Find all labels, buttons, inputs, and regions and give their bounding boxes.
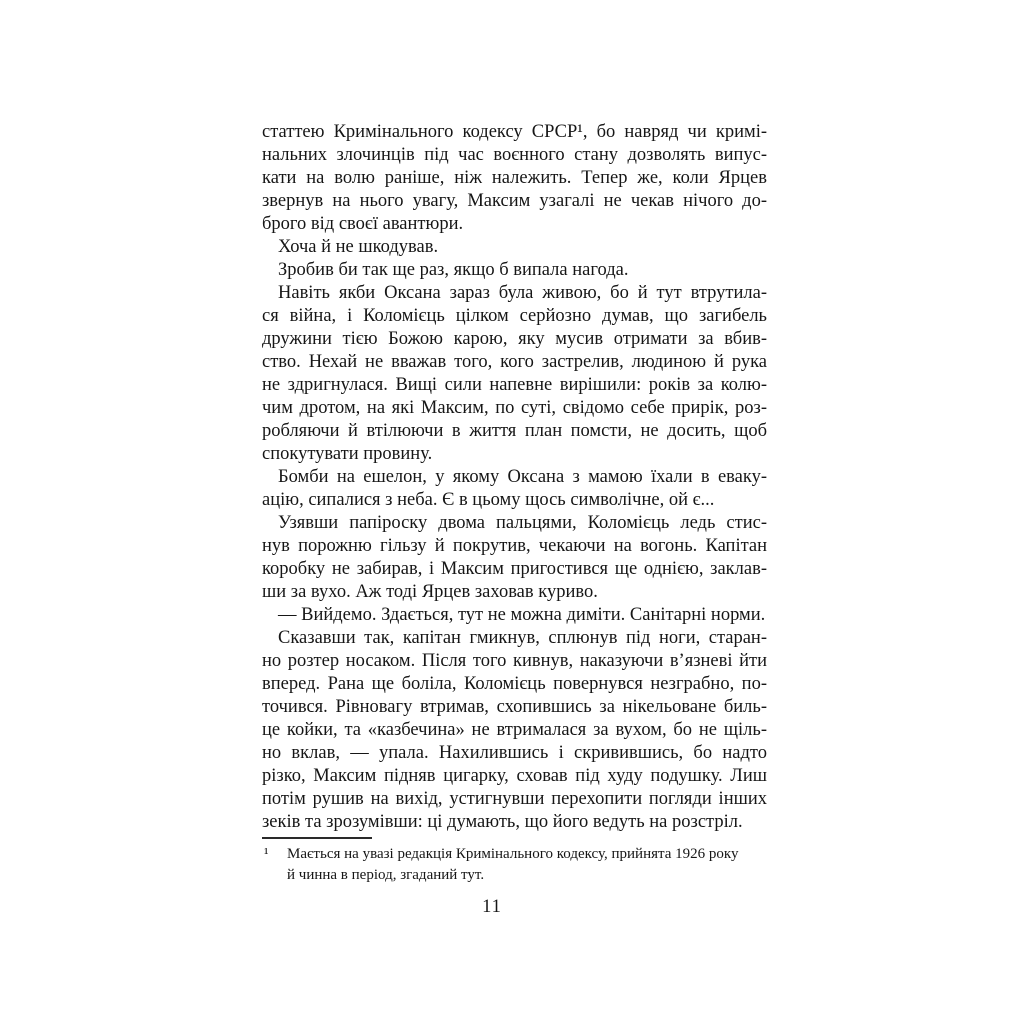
text-line: Узявши папіроску двома пальцями, Коломієць ледь стис- [278,513,767,533]
footnote [262,844,767,886]
text-line: точився. Рівновагу втримав, схопившись за нікельоване биль- [262,697,767,717]
text-line: різко, Максим підняв цигарку, сховав під худу подушку. Лиш [262,766,767,786]
text-line: но розтер носаком. Після того кивнув, наказуючи в’язневі йти [262,651,767,671]
text-line: брого від своєї авантюри. [262,214,464,234]
text-line: робляючи й втілюючи в життя план помсти, не досить, щоб [262,421,767,441]
footnote-line: Мається на увазі редакція Кримінального кодексу, прийнята 1926 року [287,846,739,862]
text-line: зеків та зрозумівши: ці думають, що його ведуть на розстріл. [262,812,743,832]
text-line: чим дротом, на які Максим, по суті, свідомо себе прирік, роз- [262,398,767,418]
text-line: ство. Нехай не вважав того, кого застрелив, людиною й рука [262,352,767,372]
text-line: ся війна, і Коломієць цілком серйозно думав, що загибель [262,306,767,326]
text-line: нальних злочинців під час воєнного стану дозволять випус- [262,145,767,165]
text-line: Сказавши так, капітан гмикнув, сплюнув під ноги, старан- [278,628,767,648]
text-line: дружини тією Божою карою, яку мусив отримати за вбив- [262,329,767,349]
text-line: спокутувати провину. [262,444,433,464]
text-line: не здригнулася. Вищі сили напевне вирішили: років за колю- [262,375,767,395]
text-line: вперед. Рана ще боліла, Коломієць повернувся незграбно, по- [262,674,767,694]
footnote-divider [262,837,372,839]
text-line: ацію, сипалися з неба. Є в цьому щось символічне, ой є... [262,490,715,510]
text-line: статтею Кримінального кодексу СРСР¹, бо навряд чи кримі- [262,122,767,142]
page-number: 11 [482,897,502,917]
text-line: це койки, та «казбечина» не втрималася за вухом, бо не щіль- [262,720,767,740]
text-block [262,121,767,834]
text-line: коробку не забирав, і Максим пригостився ще однією, заклав- [262,559,767,579]
text-line: Навіть якби Оксана зараз була живою, бо й тут втрутила- [278,283,767,303]
text-line: но вклав, — упала. Нахилившись і скривившись, бо надто [262,743,767,763]
footnote-text [262,844,767,886]
text-line: ши за вухо. Аж тоді Ярцев заховав куриво. [262,582,598,602]
text-line: Хоча й не шкодував. [278,237,439,257]
text-line: Бомби на ешелон, у якому Оксана з мамою їхали в еваку- [278,467,767,487]
text-line: нув порожню гільзу й покрутив, чекаючи на вогонь. Капітан [262,536,767,556]
footnote-marker: ¹ [264,846,269,862]
text-line: Зробив би так ще раз, якщо б випала нагода. [278,260,629,280]
text-line: — Вийдемо. Здається, тут не можна диміти. Санітарні норми. [278,605,766,625]
footnote-line: й чинна в період, згаданий тут. [287,867,485,883]
text-line: кати на волю раніше, ніж належить. Тепер же, коли Ярцев [262,168,767,188]
text-line: звернув на нього увагу, Максим узагалі не чекав нічого до- [262,191,767,211]
text-line: потім рушив на вихід, устигнувши перехопити погляди інших [262,789,767,809]
